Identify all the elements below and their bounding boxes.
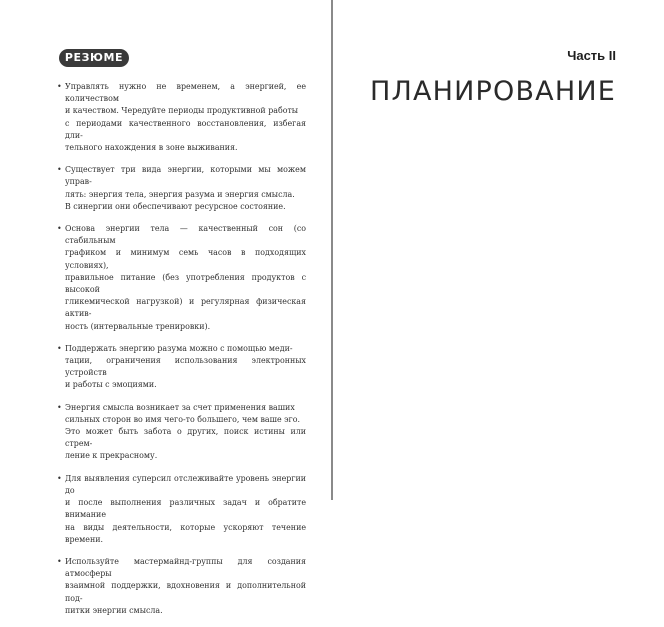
summary-badge: РЕЗЮМЕ [59, 49, 129, 67]
bullet-icon: • [57, 165, 62, 175]
summary-item [58, 164, 306, 213]
summary-item [58, 402, 306, 463]
bullet-icon: • [57, 224, 62, 234]
section-title: ПЛАНИРОВАНИЕ [369, 76, 616, 107]
summary-list [58, 81, 306, 627]
summary-item-text: Существует три вида энергии, которыми мы можем управ- лять: энергия тела, энергия разума и энергия смысла. В синергии они обеспечивают ресурсное состояние. [65, 165, 306, 211]
left-page [0, 0, 331, 615]
bullet-icon: • [57, 82, 62, 91]
right-page [333, 0, 664, 500]
bullet-icon: • [57, 473, 62, 483]
summary-item-text: Для выявления суперсил отслеживайте уровень энергии до и после выполнения различных задач и обратите внимание на виды деятельности, которые ускоряют течение времени. [65, 473, 306, 544]
summary-item [58, 223, 306, 333]
summary-item-text: Основа энергии тела — качественный сон (со стабильным графиком и минимум семь часов в подходящих условиях), правильное питание (без употребления продуктов с высокой гликемической нагрузкой) и регулярная физическая актив- ность (интервальные тренировки). [65, 224, 306, 331]
bullet-icon: • [57, 402, 62, 412]
summary-item [58, 81, 306, 154]
summary-item-text: Используйте мастермайнд-группы для создания атмосферы взаимной поддержки, вдохновения и дополнительной под- питки энергии смысла. [65, 556, 306, 615]
summary-item [58, 473, 306, 546]
bullet-icon: • [57, 556, 62, 566]
summary-item [58, 556, 306, 617]
summary-item-text: Энергия смысла возникает за счет применения ваших сильных сторон во имя чего-то большего, чем ваше эго. Это может быть забота о других, поиск истины или стрем- ление к прекрасному. [65, 402, 306, 461]
summary-item [58, 343, 306, 392]
bullet-icon: • [57, 343, 62, 353]
summary-item-text: Управлять нужно не временем, а энергией, ее количеством и качеством. Чередуйте периоды продуктивной работы с периодами качественного восстановления, избегая дли- тельного нахождения в зоне выживания. [65, 82, 306, 153]
part-label: Часть II [567, 48, 616, 63]
summary-item-text: Поддержать энергию разума можно с помощью меди- тации, ограничения использования электронных устройств и работы с эмоциями. [65, 343, 306, 390]
